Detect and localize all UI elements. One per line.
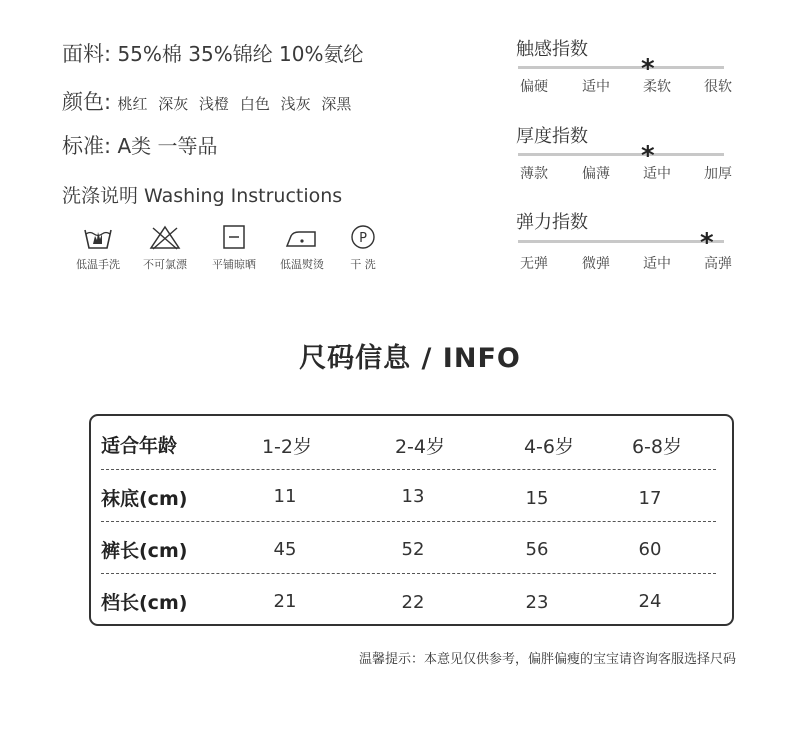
- dry-clean-symbol: P: [359, 231, 367, 246]
- touch-index-star-icon: *: [641, 54, 655, 84]
- table-cell: 52: [401, 539, 425, 560]
- color-item: 深黑: [321, 95, 352, 113]
- table-cell: 15: [525, 488, 549, 509]
- material-line: [62, 38, 364, 68]
- color-item: 浅橙: [199, 95, 230, 113]
- touch-index-label: 很软: [704, 79, 732, 95]
- washing-title: 洗涤说明 Washing Instructions: [62, 185, 343, 207]
- table-header-cell: 1-2岁: [261, 436, 313, 458]
- material-value: 55%棉 35%锦纶 10%氨纶: [117, 42, 364, 66]
- table-cell: 11: [273, 486, 297, 507]
- care-label: 不可氯漂: [143, 258, 187, 271]
- color-item: 深灰: [158, 95, 189, 113]
- elasticity-index-label: 高弹: [704, 256, 732, 272]
- table-cell: 13: [401, 486, 425, 507]
- touch-index-label: 适中: [582, 79, 610, 95]
- color-item: 白色: [239, 95, 270, 113]
- thickness-index-star-icon: *: [641, 141, 655, 171]
- size-section-title: 尺码信息 / INFO: [299, 343, 521, 374]
- table-divider: [101, 521, 716, 522]
- elasticity-index-star-icon: *: [700, 228, 714, 258]
- color-item: 桃红: [117, 95, 148, 113]
- hand-wash-icon: [83, 224, 113, 250]
- care-item-flat-dry: [196, 224, 272, 272]
- care-item-dry-clean: [325, 224, 401, 272]
- table-cell: 45: [273, 539, 297, 560]
- touch-index-title: 触感指数: [516, 39, 588, 60]
- color-label: 颜色:: [62, 90, 112, 114]
- care-label: 低温手洗: [76, 258, 120, 271]
- standard-line: [62, 130, 217, 160]
- elasticity-index-label: 适中: [643, 256, 671, 272]
- standard-label: 标准:: [62, 134, 112, 158]
- touch-index-label: 偏硬: [520, 79, 548, 95]
- table-cell: 60: [638, 539, 662, 560]
- table-cell: 21: [273, 591, 297, 612]
- table-header-label: 适合年龄: [101, 435, 178, 457]
- size-table: [89, 414, 734, 626]
- care-label: 干 洗: [350, 258, 376, 271]
- table-row-label: 档长(cm): [101, 592, 188, 614]
- color-item: 浅灰: [280, 95, 311, 113]
- table-cell: 22: [401, 592, 425, 613]
- color-line: [62, 86, 357, 116]
- care-item-no-bleach: [127, 224, 203, 272]
- table-cell: 24: [638, 591, 662, 612]
- material-label: 面料:: [62, 42, 112, 66]
- thickness-index-label: 适中: [643, 166, 671, 182]
- elasticity-index-title: 弹力指数: [516, 212, 588, 233]
- thickness-index-label: 薄款: [520, 166, 548, 182]
- touch-index-label: 柔软: [643, 79, 671, 95]
- thickness-index-title: 厚度指数: [516, 126, 588, 147]
- thickness-index-label: 加厚: [704, 166, 732, 182]
- no-bleach-icon: [149, 224, 181, 250]
- thickness-index-label: 偏薄: [582, 166, 610, 182]
- table-row-label: 裤长(cm): [101, 540, 188, 562]
- table-divider: [101, 573, 716, 574]
- flat-dry-icon: [221, 224, 247, 250]
- care-label: 平铺晾晒: [212, 258, 256, 271]
- color-list: [117, 95, 357, 113]
- elasticity-index-bar: [518, 240, 724, 243]
- dry-clean-icon: [349, 224, 377, 250]
- table-cell: 56: [525, 539, 549, 560]
- thickness-index-bar: [518, 153, 724, 156]
- care-label: 低温熨烫: [280, 258, 324, 271]
- table-header-cell: 4-6岁: [523, 436, 575, 458]
- table-cell: 17: [638, 488, 662, 509]
- table-divider: [101, 469, 716, 470]
- standard-value: A类 一等品: [117, 134, 218, 158]
- care-item-hand-wash: [60, 224, 136, 272]
- elasticity-index-label: 无弹: [520, 256, 548, 272]
- touch-index-bar: [518, 66, 724, 69]
- elasticity-index-label: 微弹: [582, 256, 610, 272]
- size-note: 温馨提示：本意见仅供参考，偏胖偏瘦的宝宝请咨询客服选择尺码: [358, 652, 736, 667]
- table-header-cell: 2-4岁: [394, 436, 446, 458]
- table-header-cell: 6-8岁: [631, 436, 683, 458]
- low-iron-icon: [285, 224, 319, 250]
- table-cell: 23: [525, 592, 549, 613]
- table-row-label: 袜底(cm): [101, 488, 188, 510]
